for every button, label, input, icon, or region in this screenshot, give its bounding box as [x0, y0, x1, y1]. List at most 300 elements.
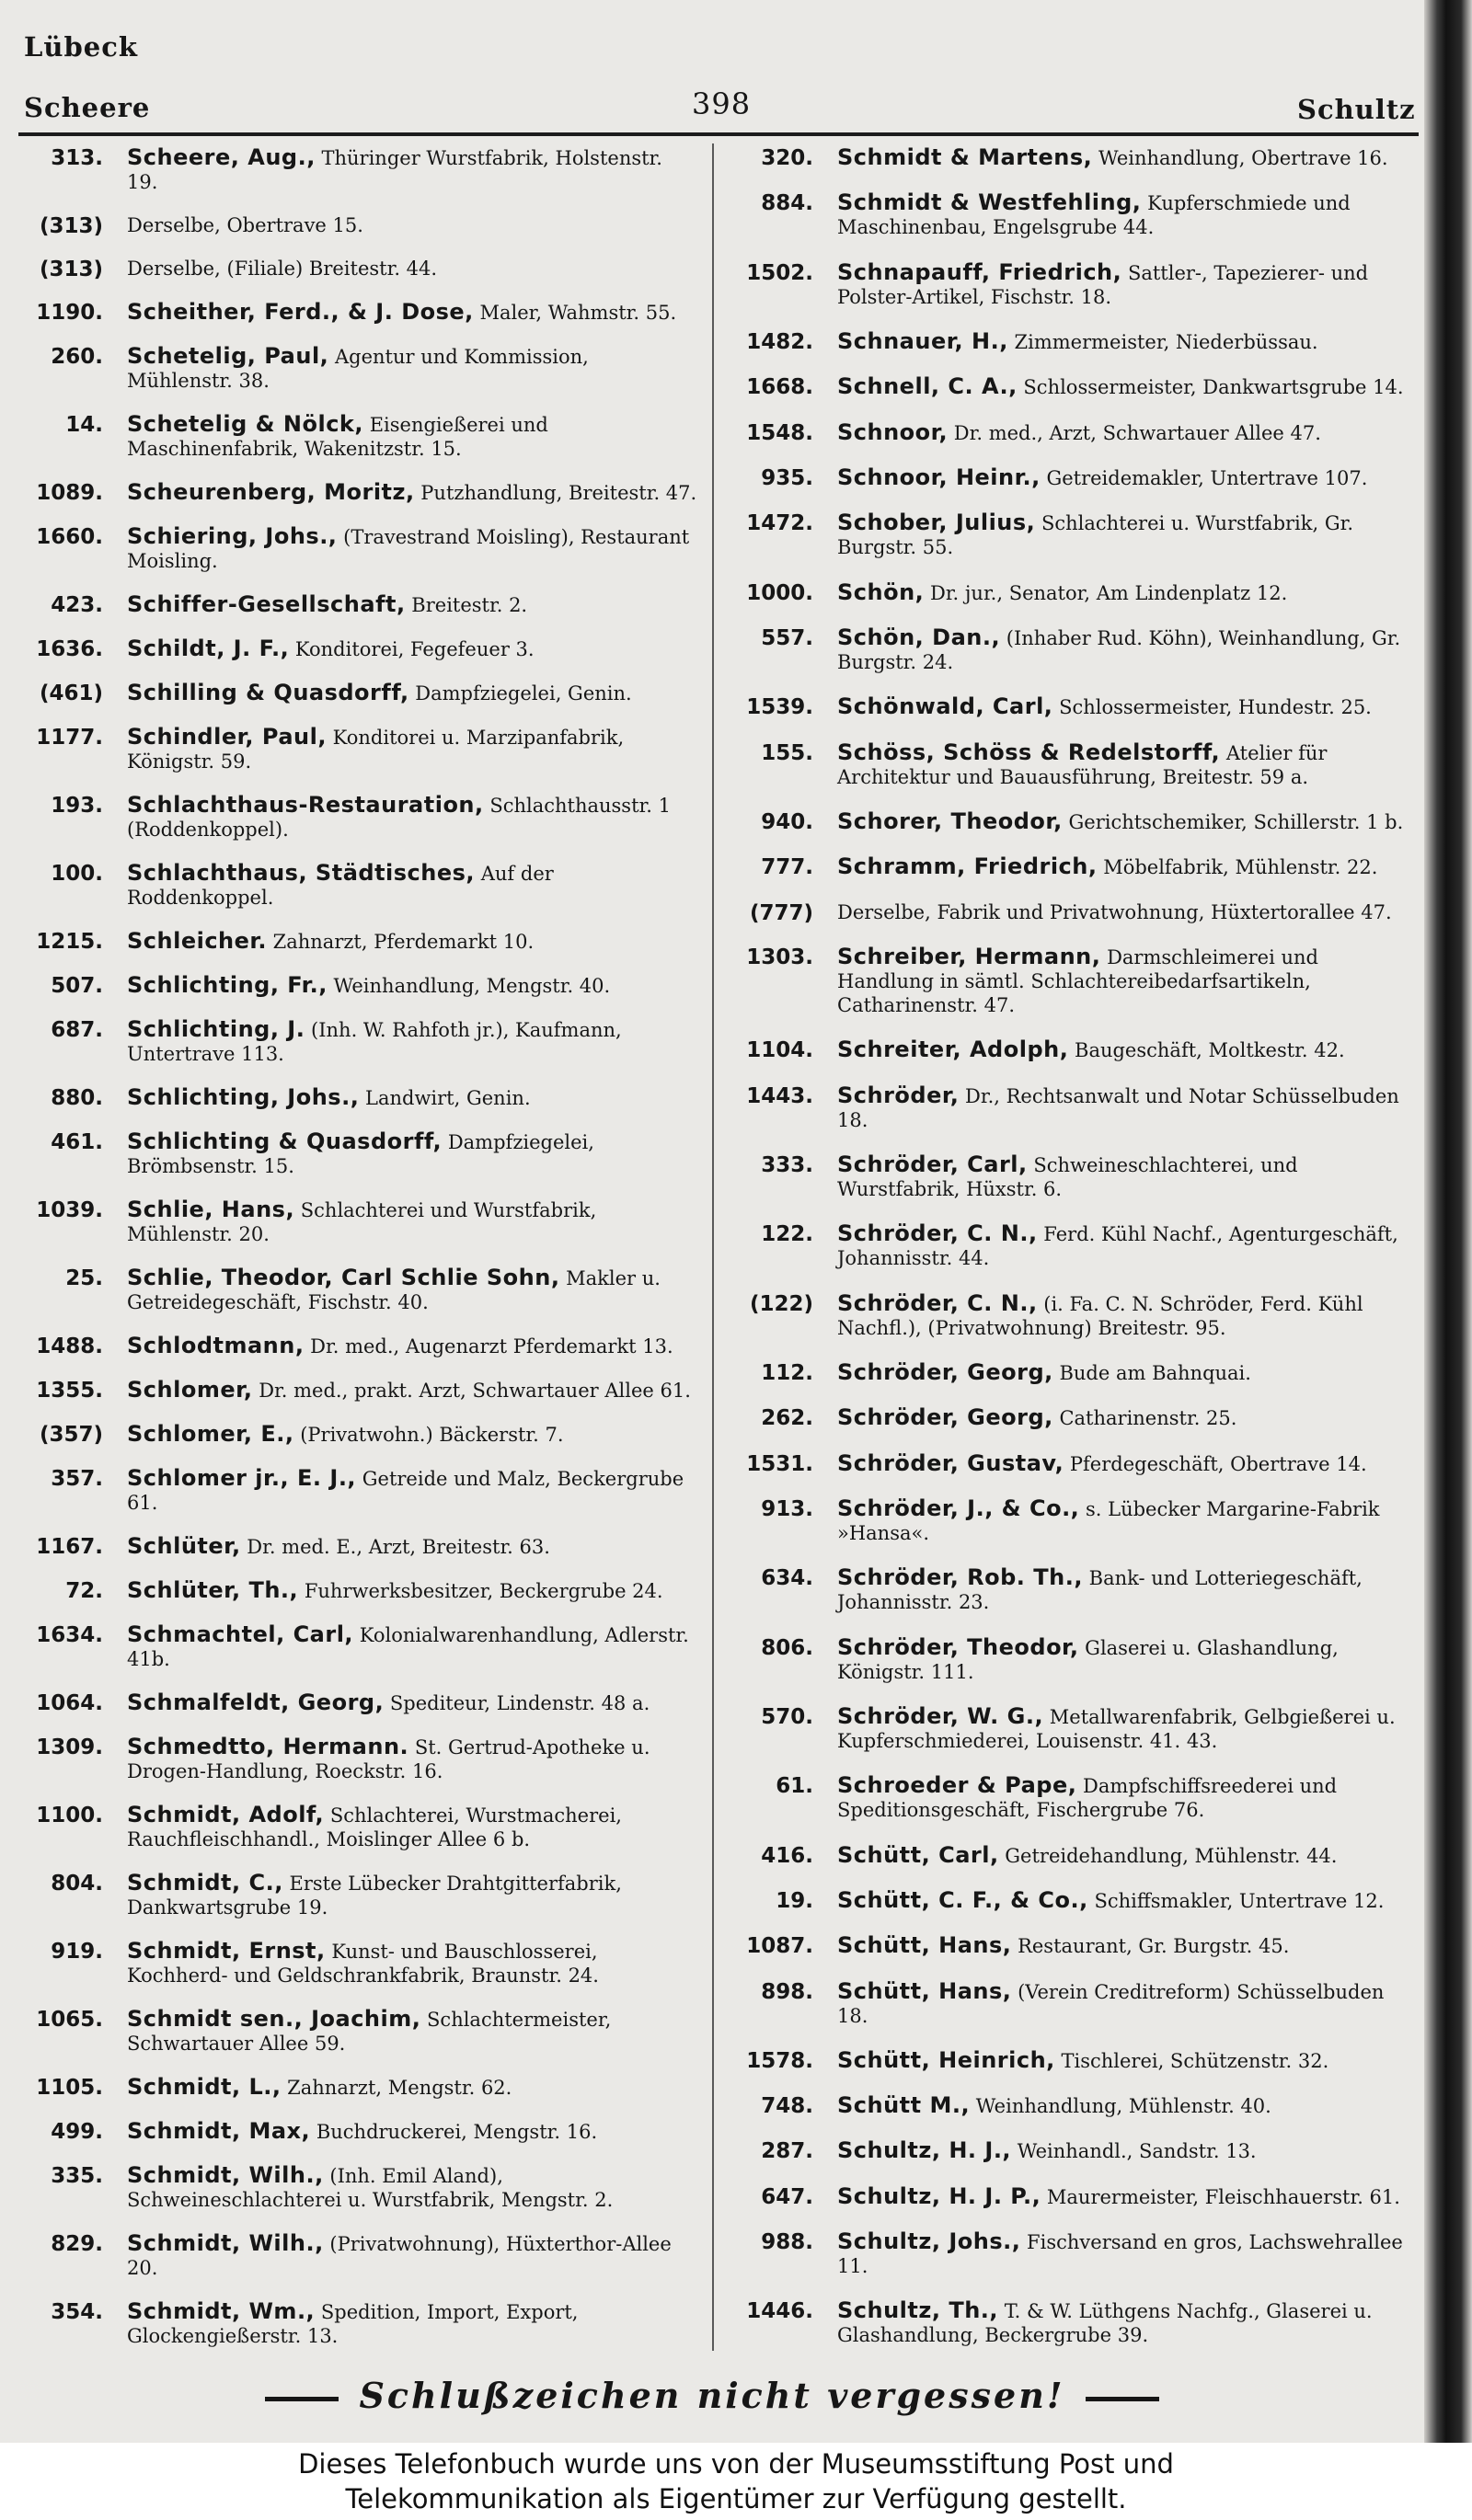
phone-number: 687. [51, 1018, 103, 1042]
subscriber-details: (Verein Creditreform) Schüsselbuden 18. [837, 1980, 1385, 2027]
subscriber-name: Schreiber, Hermann, [837, 944, 1101, 969]
subscriber-name: Schultz, H. J., [837, 2138, 1012, 2164]
directory-entry [729, 1221, 1409, 1270]
directory-entry [729, 1979, 1409, 2028]
subscriber-details: Schlossermeister, Hundestr. 25. [1059, 696, 1372, 719]
subscriber-details: Landwirt, Genin. [365, 1087, 531, 1109]
directory-entry [729, 1773, 1409, 1822]
subscriber-details: Dr. med. E., Arzt, Breitestr. 63. [247, 1536, 550, 1558]
directory-entry [18, 2231, 697, 2280]
phone-number: 1089. [36, 481, 103, 505]
phone-number: 1446. [746, 2299, 813, 2324]
subscriber-name: Schiffer-Gesellschaft, [127, 592, 406, 617]
subscriber-name: Schindler, Paul, [127, 725, 327, 750]
phone-number: 416. [761, 1843, 813, 1868]
directory-entry [729, 694, 1409, 719]
phone-number: 1531. [746, 1451, 813, 1476]
directory-entry [729, 1843, 1409, 1868]
directory-entry [729, 2298, 1409, 2347]
phone-number: 898. [761, 1979, 813, 2004]
subscriber-details: Kupferschmiede und Maschinenbau, Engelsgrube 44. [837, 192, 1351, 239]
subscriber-details: Derselbe, Obertrave 15. [127, 214, 363, 236]
phone-number: (313) [39, 214, 103, 237]
footer-note-text: Schlußzeichen nicht vergessen! [359, 2375, 1065, 2416]
subscriber-name: Schlichting, Johs., [127, 1085, 360, 1110]
subscriber-name: Schröder, Theodor, [837, 1634, 1079, 1660]
header-city: Lübeck [24, 31, 138, 63]
subscriber-details: Konditorei, Fegefeuer 3. [294, 638, 535, 660]
directory-entry [729, 1933, 1409, 1958]
directory-entry [18, 1017, 697, 1066]
subscriber-details: Getreidehandlung, Mühlenstr. 44. [1005, 1844, 1338, 1867]
subscriber-details: Catharinenstr. 25. [1059, 1407, 1237, 1430]
phone-number: 14. [65, 413, 103, 437]
directory-entry [18, 1085, 697, 1110]
phone-number: 262. [761, 1406, 813, 1431]
phone-number: 634. [761, 1566, 813, 1591]
subscriber-name: Schlomer, [127, 1378, 253, 1403]
subscriber-name: Schröder, J., & Co., [837, 1495, 1080, 1521]
phone-number: 557. [761, 625, 813, 650]
subscriber-details: Schlachtermeister, Schwartauer Allee 59. [127, 2009, 612, 2055]
subscriber-details: Getreidemakler, Untertrave 107. [1046, 466, 1368, 489]
subscriber-name: Schütt, C. F., & Co., [837, 1887, 1088, 1913]
column-divider [712, 143, 714, 2351]
right-column [729, 145, 1409, 2347]
subscriber-name: Schetelig, Paul, [127, 344, 329, 369]
subscriber-name: Schröder, Georg, [837, 1359, 1053, 1385]
subscriber-details: Fuhrwerksbesitzer, Beckergrube 24. [304, 1580, 663, 1602]
subscriber-details: St. Gertrud-Apotheke u. Drogen-Handlung, Roeckstr. 16. [127, 1736, 650, 1782]
subscriber-details: Dampfziegelei, Brömbsenstr. 15. [127, 1131, 594, 1177]
subscriber-details: Baugeschäft, Moltkestr. 42. [1075, 1039, 1345, 1062]
subscriber-details: Makler u. Getreidegeschäft, Fischstr. 40. [127, 1267, 661, 1313]
subscriber-name: Schmidt sen., Joachim, [127, 2007, 421, 2032]
subscriber-details: Atelier für Architektur und Bauausführung, Breitestr. 59 a. [837, 741, 1328, 788]
subscriber-details: Thüringer Wurstfabrik, Holstenstr. 19. [127, 147, 662, 193]
directory-entry [18, 1735, 697, 1783]
phone-number: 1065. [36, 2008, 103, 2032]
phone-number: 1472. [746, 511, 813, 536]
phone-number: 1064. [36, 1691, 103, 1715]
directory-entry [18, 1266, 697, 1314]
subscriber-details: Putzhandlung, Breitestr. 47. [420, 482, 697, 504]
directory-entry [729, 374, 1409, 399]
phone-number: (777) [749, 900, 813, 924]
directory-entry [18, 1334, 697, 1358]
phone-number: (357) [39, 1423, 103, 1447]
directory-entry [729, 580, 1409, 605]
subscriber-details: Kolonialwarenhandlung, Adlerstr. 41b. [127, 1624, 689, 1670]
phone-number: 333. [761, 1152, 813, 1177]
subscriber-name: Schütt M., [837, 2093, 971, 2119]
subscriber-details: Weinhandlung, Mengstr. 40. [333, 975, 611, 997]
subscriber-name: Schlichting, Fr., [127, 973, 328, 998]
directory-entry [729, 1360, 1409, 1385]
subscriber-name: Schlichting & Quasdorff, [127, 1129, 443, 1154]
subscriber-name: Schnoor, Heinr., [837, 464, 1041, 490]
subscriber-name: Schultz, H. J. P., [837, 2183, 1041, 2209]
phone-number: 1215. [36, 930, 103, 954]
phone-number: 884. [761, 191, 813, 216]
phone-number: 1000. [746, 580, 813, 605]
subscriber-details: Konditorei u. Marzipanfabrik, Königstr. 59. [127, 727, 625, 773]
subscriber-name: Schlachthaus-Restauration, [127, 793, 484, 818]
directory-entry [18, 145, 697, 194]
directory-entry [18, 344, 697, 393]
archive-banner [0, 2443, 1472, 2520]
directory-entry [729, 945, 1409, 1017]
subscriber-details: Metallwarenfabrik, Gelbgießerei u. Kupferschmiederei, Louisenstr. 41. 43. [837, 1705, 1396, 1752]
subscriber-name: Schilling & Quasdorff, [127, 681, 409, 705]
directory-entry [729, 2093, 1409, 2118]
phone-number: 313. [51, 146, 103, 170]
subscriber-name: Schorer, Theodor, [837, 808, 1063, 834]
subscriber-details: Schlachterei und Wurstfabrik, Mühlenstr. 20. [127, 1199, 597, 1245]
subscriber-details: Agentur und Kommission, Mühlenstr. 38. [127, 346, 589, 392]
phone-number: 1087. [746, 1934, 813, 1959]
phone-number: 155. [761, 740, 813, 765]
subscriber-details: Erste Lübecker Drahtgitterfabrik, Dankwartsgrube 19. [127, 1873, 622, 1919]
directory-entry [18, 793, 697, 842]
subscriber-details: s. Lübecker Margarine-Fabrik »Hansa«. [837, 1497, 1380, 1544]
directory-entry [18, 1871, 697, 1919]
directory-entry [18, 2119, 697, 2144]
directory-entry [729, 854, 1409, 879]
phone-number: 804. [51, 1872, 103, 1896]
subscriber-name: Schnoor, [837, 419, 949, 445]
phone-number: 777. [761, 855, 813, 880]
subscriber-details: Dr. jur., Senator, Am Lindenplatz 12. [929, 581, 1288, 604]
directory-entry [18, 1803, 697, 1851]
subscriber-name: Schultz, Th., [837, 2298, 999, 2324]
subscriber-name: Schmidt, Ernst, [127, 1939, 326, 1964]
page-number: 398 [692, 86, 752, 121]
directory-entry [729, 1496, 1409, 1545]
directory-entry [18, 1466, 697, 1515]
directory-entry [18, 592, 697, 617]
subscriber-name: Schroeder & Pape, [837, 1773, 1077, 1799]
phone-number: 1105. [36, 2076, 103, 2100]
subscriber-details: Bank- und Lotteriegeschäft, Johannisstr. 23. [837, 1567, 1363, 1614]
subscriber-name: Scheere, Aug., [127, 145, 316, 170]
subscriber-details: Dr. med., prakt. Arzt, Schwartauer Allee 61. [259, 1380, 691, 1402]
directory-entry [729, 1083, 1409, 1132]
subscriber-name: Schröder, [837, 1082, 960, 1108]
directory-entry [729, 900, 1409, 924]
phone-number: 1539. [746, 695, 813, 720]
phone-number: 570. [761, 1704, 813, 1729]
phone-number: 1668. [746, 375, 813, 400]
directory-entry [729, 329, 1409, 354]
subscriber-name: Schmidt, Adolf, [127, 1803, 325, 1827]
directory-entry [18, 2007, 697, 2056]
subscriber-details: Dampfziegelei, Genin. [415, 682, 632, 704]
phone-number: 1548. [746, 420, 813, 445]
directory-entry [729, 1888, 1409, 1913]
subscriber-details: Zahnarzt, Mengstr. 62. [287, 2077, 512, 2099]
subscriber-name: Schildt, J. F., [127, 636, 290, 661]
subscriber-name: Schnauer, H., [837, 328, 1008, 354]
directory-entry [729, 1291, 1409, 1340]
subscriber-details: Derselbe, (Filiale) Breitestr. 44. [127, 258, 438, 280]
phone-number: 499. [51, 2120, 103, 2144]
subscriber-name: Schröder, C. N., [837, 1290, 1038, 1316]
phone-number: 647. [761, 2184, 813, 2209]
phone-number: 1482. [746, 329, 813, 354]
directory-entry [18, 2075, 697, 2100]
banner-line-1: Dieses Telefonbuch wurde uns von der Museumsstiftung Post und [298, 2448, 1174, 2480]
subscriber-name: Schmachtel, Carl, [127, 1622, 354, 1647]
subscriber-name: Schönwald, Carl, [837, 694, 1053, 720]
directory-entry [18, 1622, 697, 1671]
subscriber-details: (Privatwohnung), Hüxterthor-Allee 20. [127, 2233, 672, 2279]
phone-number: 72. [65, 1579, 103, 1603]
subscriber-details: (Inh. Emil Aland), Schweineschlachterei u. Wurstfabrik, Mengstr. 2. [127, 2165, 614, 2211]
phone-number: 335. [51, 2164, 103, 2188]
directory-entry [18, 929, 697, 954]
directory-entry [18, 300, 697, 325]
directory-entry [18, 213, 697, 237]
directory-entry [18, 861, 697, 910]
subscriber-name: Schlomer, E., [127, 1422, 294, 1447]
subscriber-details: Schlachthausstr. 1 (Roddenkoppel). [127, 795, 671, 841]
subscriber-details: (Privatwohn.) Bäckerstr. 7. [300, 1424, 564, 1446]
subscriber-name: Schmidt, Max, [127, 2119, 311, 2144]
directory-entry [729, 1405, 1409, 1430]
subscriber-details: Weinhandlung, Mühlenstr. 40. [975, 2095, 1271, 2118]
phone-number: 1100. [36, 1804, 103, 1827]
phone-number: 913. [761, 1496, 813, 1521]
phone-number: 829. [51, 2232, 103, 2256]
phone-number: 1177. [36, 726, 103, 750]
phone-number: (313) [39, 258, 103, 281]
subscriber-details: (Travestrand Moisling), Restaurant Moisling. [127, 526, 690, 572]
subscriber-name: Schober, Julius, [837, 510, 1036, 536]
subscriber-details: Schlachterei u. Wurstfabrik, Gr. Burgstr. 55. [837, 512, 1354, 559]
subscriber-details: Möbelfabrik, Mühlenstr. 22. [1103, 856, 1378, 879]
subscriber-details: T. & W. Lüthgens Nachfg., Glaserei u. Glashandlung, Beckergrube 39. [837, 2300, 1373, 2347]
phone-number: 193. [51, 794, 103, 818]
directory-entry [729, 2048, 1409, 2073]
subscriber-details: Kunst- und Bauschlosserei, Kochherd- und Geldschrankfabrik, Braunstr. 24. [127, 1941, 599, 1987]
phone-number: 112. [761, 1360, 813, 1385]
subscriber-details: (Inhaber Rud. Köhn), Weinhandlung, Gr. Burgstr. 24. [837, 626, 1401, 673]
phone-number: 919. [51, 1940, 103, 1964]
directory-entry [18, 524, 697, 573]
phone-number: 61. [776, 1774, 813, 1799]
subscriber-name: Schmidt & Martens, [837, 145, 1093, 170]
subscriber-name: Schröder, Rob. Th., [837, 1565, 1083, 1591]
subscriber-details: Breitestr. 2. [411, 594, 528, 616]
directory-entry [18, 480, 697, 505]
phone-number: 461. [51, 1130, 103, 1154]
phone-number: 19. [776, 1888, 813, 1913]
phone-number: 935. [761, 465, 813, 490]
phone-number: 1660. [36, 525, 103, 549]
subscriber-details: Weinhandl., Sandstr. 13. [1017, 2140, 1257, 2163]
subscriber-name: Schröder, Gustav, [837, 1450, 1064, 1476]
subscriber-details: Dr. med., Arzt, Schwartauer Allee 47. [953, 421, 1321, 444]
subscriber-name: Schön, Dan., [837, 624, 1001, 650]
subscriber-details: Maurermeister, Fleischhauerstr. 61. [1046, 2185, 1400, 2208]
phone-number: (122) [749, 1291, 813, 1316]
subscriber-name: Schiering, Johs., [127, 524, 338, 549]
subscriber-details: Schlossermeister, Dankwartsgrube 14. [1023, 376, 1404, 399]
subscriber-details: Restaurant, Gr. Burgstr. 45. [1018, 1935, 1290, 1958]
subscriber-details: Auf der Roddenkoppel. [127, 863, 554, 909]
header-first-entry: Scheere [24, 92, 151, 123]
phone-number: 1636. [36, 637, 103, 661]
directory-entry [18, 681, 697, 705]
directory-entry [18, 636, 697, 661]
directory-entry [729, 145, 1409, 170]
subscriber-name: Schön, [837, 579, 925, 605]
subscriber-details: Schiffsmakler, Untertrave 12. [1094, 1889, 1385, 1912]
phone-number: (461) [39, 682, 103, 705]
phone-number: 354. [51, 2300, 103, 2324]
phone-number: 806. [761, 1635, 813, 1660]
subscriber-details: Weinhandlung, Obertrave 16. [1098, 147, 1388, 169]
banner-line-2: Telekommunikation als Eigentümer zur Verfügung gestellt. [345, 2483, 1127, 2514]
subscriber-name: Schultz, Johs., [837, 2229, 1021, 2255]
header-last-entry: Schultz [1297, 94, 1416, 125]
directory-entry [729, 420, 1409, 445]
subscriber-name: Scheurenberg, Moritz, [127, 480, 415, 505]
subscriber-name: Schmidt, C., [127, 1871, 283, 1896]
subscriber-details: Spedition, Import, Export, Glockengießerstr. 13. [127, 2301, 579, 2347]
directory-entry [18, 1690, 697, 1715]
subscriber-details: Maler, Wahmstr. 55. [479, 302, 677, 324]
subscriber-details: (i. Fa. C. N. Schröder, Ferd. Kühl Nachfl.), (Privatwohnung) Breitestr. 95. [837, 1292, 1363, 1339]
directory-entry [18, 1939, 697, 1987]
subscriber-name: Schmedtto, Hermann. [127, 1735, 409, 1759]
subscriber-name: Schütt, Hans, [837, 1933, 1012, 1959]
directory-entry [18, 1578, 697, 1603]
phone-number: 1578. [746, 2048, 813, 2073]
directory-entry [18, 1422, 697, 1447]
subscriber-name: Schröder, Carl, [837, 1151, 1028, 1177]
directory-entry [729, 740, 1409, 789]
phone-number: 507. [51, 974, 103, 998]
phone-number: 1190. [36, 301, 103, 325]
directory-entry [729, 260, 1409, 309]
directory-entry [729, 2229, 1409, 2278]
subscriber-details: Dr., Rechtsanwalt und Notar Schüsselbuden 18. [837, 1084, 1399, 1131]
directory-entry [729, 809, 1409, 834]
directory-entry [729, 1704, 1409, 1753]
directory-entry [18, 973, 697, 998]
directory-entry [729, 1152, 1409, 1201]
subscriber-details: Zimmermeister, Niederbüssau. [1014, 330, 1318, 353]
subscriber-details: Ferd. Kühl Nachf., Agenturgeschäft, Johannisstr. 44. [837, 1223, 1398, 1270]
phone-number: 880. [51, 1086, 103, 1110]
directory-entry [729, 1451, 1409, 1476]
phone-number: 1443. [746, 1083, 813, 1108]
directory-entry [729, 625, 1409, 674]
subscriber-details: Bude am Bahnquai. [1059, 1361, 1251, 1384]
phone-number: 260. [51, 345, 103, 369]
subscriber-details: Dampfschiffsreederei und Speditionsgeschäft, Fischergrube 76. [837, 1775, 1338, 1822]
left-column [18, 145, 697, 2348]
phone-number: 1634. [36, 1623, 103, 1647]
phone-number: 122. [761, 1222, 813, 1247]
subscriber-name: Schütt, Heinrich, [837, 2047, 1055, 2073]
directory-entry [729, 190, 1409, 239]
subscriber-name: Schütt, Hans, [837, 1978, 1012, 2004]
subscriber-name: Schmidt, Wm., [127, 2299, 316, 2324]
phone-number: 1104. [746, 1038, 813, 1063]
phone-number: 423. [51, 593, 103, 617]
subscriber-name: Schetelig & Nölck, [127, 412, 364, 437]
directory-entry [18, 2299, 697, 2348]
subscriber-details: Glaserei u. Glashandlung, Königstr. 111. [837, 1636, 1339, 1683]
subscriber-name: Schmidt, L., [127, 2075, 282, 2100]
subscriber-details: Zahnarzt, Pferdemarkt 10. [272, 931, 535, 953]
directory-entry [729, 1635, 1409, 1684]
phone-number: 100. [51, 862, 103, 886]
subscriber-name: Schröder, W. G., [837, 1703, 1044, 1729]
subscriber-details: Derselbe, Fabrik und Privatwohnung, Hüxtertorallee 47. [837, 900, 1392, 923]
directory-entry [729, 1565, 1409, 1614]
subscriber-name: Schröder, Georg, [837, 1405, 1053, 1431]
phone-number: 357. [51, 1467, 103, 1491]
phone-number: 1355. [36, 1379, 103, 1403]
subscriber-name: Schreiter, Adolph, [837, 1037, 1069, 1063]
subscriber-name: Schütt, Carl, [837, 1842, 999, 1868]
footer-note [0, 2375, 1424, 2416]
subscriber-name: Schmalfeldt, Georg, [127, 1690, 385, 1715]
subscriber-name: Schmidt, Wilh., [127, 2163, 324, 2188]
subscriber-name: Schramm, Friedrich, [837, 854, 1098, 880]
phone-number: 1167. [36, 1535, 103, 1559]
subscriber-details: Darmschleimerei und Handlung in sämtl. Schlachtereibedarfsartikeln, Catharinenstr. 47. [837, 945, 1318, 1016]
directory-entry [18, 1197, 697, 1246]
subscriber-details: Schweineschlachterei, und Wurstfabrik, Hüxstr. 6. [837, 1153, 1298, 1200]
directory-entry [18, 725, 697, 773]
subscriber-name: Schlüter, [127, 1534, 241, 1559]
directory-entry [729, 2184, 1409, 2209]
phone-number: 940. [761, 809, 813, 834]
phone-number: 1309. [36, 1735, 103, 1759]
directory-entry [18, 257, 697, 281]
phone-number: 320. [761, 146, 813, 170]
directory-entry [729, 2138, 1409, 2163]
phone-number: 1303. [746, 945, 813, 969]
directory-entry [18, 1378, 697, 1403]
subscriber-details: Dr. med., Augenarzt Pferdemarkt 13. [310, 1335, 673, 1357]
subscriber-name: Schmidt & Westfehling, [837, 190, 1142, 216]
phone-number: 1488. [36, 1334, 103, 1358]
subscriber-details: Fischversand en gros, Lachswehrallee 11. [837, 2231, 1403, 2278]
directory-entry [18, 412, 697, 461]
subscriber-name: Schlie, Hans, [127, 1197, 295, 1222]
subscriber-details: Schlachterei, Wurstmacherei, Rauchfleischhandl., Moislinger Allee 6 b. [127, 1804, 622, 1850]
subscriber-name: Schnapauff, Friedrich, [837, 259, 1122, 285]
phone-number: 748. [761, 2094, 813, 2119]
phone-number: 988. [761, 2230, 813, 2255]
directory-entry [18, 1129, 697, 1178]
phone-number: 1502. [746, 260, 813, 285]
subscriber-name: Schlichting, J. [127, 1017, 305, 1042]
subscriber-name: Schlüter, Th., [127, 1578, 299, 1603]
header-rule [18, 132, 1419, 136]
subscriber-details: Spediteur, Lindenstr. 48 a. [389, 1692, 650, 1714]
subscriber-details: Getreide und Malz, Beckergrube 61. [127, 1468, 684, 1514]
subscriber-name: Schnell, C. A., [837, 374, 1018, 400]
subscriber-details: Eisengießerei und Maschinenfabrik, Wakenitzstr. 15. [127, 414, 548, 460]
subscriber-name: Schlachthaus, Städtisches, [127, 861, 476, 886]
